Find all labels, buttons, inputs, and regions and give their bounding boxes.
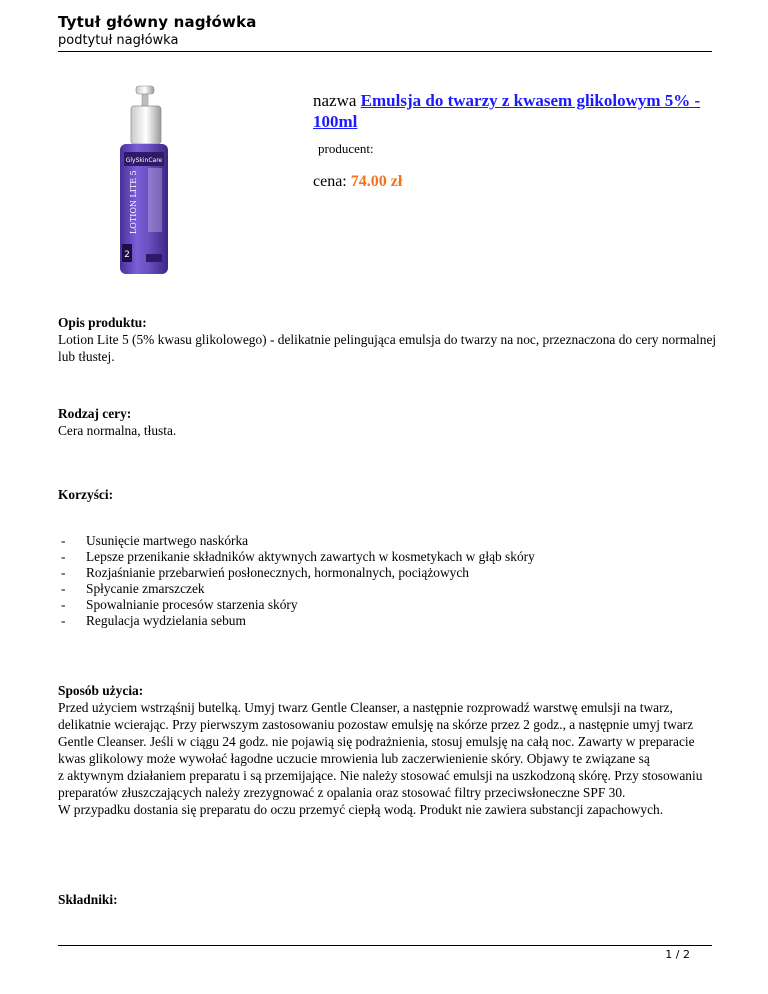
header-divider [58,51,712,52]
svg-text:2: 2 [124,250,130,260]
list-item: - Lepsze przenikanie składników aktywnych zawartych w kosmetykach w głąb skóry [58,549,535,565]
price-label: cena: [313,173,347,190]
description-text: Lotion Lite 5 (5% kwasu glikolowego) - delikatnie pelingująca emulsja do twarzy na noc, przeznaczona do cery normalnej lub tłustej. [58,332,717,364]
svg-text:LOTION LITE 5: LOTION LITE 5 [129,170,138,234]
price-line [313,173,402,191]
usage-paragraph: W przypadku dostania się preparatu do oczu przemyć ciepłą wodą. Produkt nie zawiera substancji zapachowych. [58,802,664,817]
product-name-block [313,90,713,132]
skin-type-section [58,405,718,439]
price-value: 74.00 zł [350,173,403,190]
ingredients-heading: Składniki: [58,892,118,907]
usage-section [58,682,718,818]
benefits-section [58,486,718,503]
page-number: 1 / 2 [665,948,690,961]
header-title: Tytuł główny nagłówka [58,13,257,31]
header-subtitle: podtytuł nagłówka [58,33,179,48]
benefits-list [58,533,535,629]
svg-text:GlySkinCare: GlySkinCare [125,157,163,164]
skin-type-text: Cera normalna, tłusta. [58,423,177,438]
usage-paragraph: z aktywnym działaniem preparatu i są przemijające. Nie należy stosować emulsji na uszkodzoną skórę. Przy stosowaniu preparatów złuszczających należy zrezygnować z opalania oraz stosować filtry przeciwsłoneczne SPF 30. [58,768,703,800]
skin-type-heading: Rodzaj cery: [58,406,132,421]
ingredients-section [58,891,718,908]
product-name-link[interactable]: Emulsja do twarzy z kwasem glikolowym 5% - 100ml [313,91,701,131]
list-item: - Spłycanie zmarszczek [58,581,535,597]
description-section [58,314,718,365]
benefits-heading: Korzyści: [58,487,114,502]
footer-divider [58,945,712,946]
list-item: - Spowalnianie procesów starzenia skóry [58,597,535,613]
list-item: - Regulacja wydzielania sebum [58,613,535,629]
usage-paragraph: Przed użyciem wstrząśnij butelką. Umyj twarz Gentle Cleanser, a następnie rozprowadź warstwę emulsji na twarz, delikatnie wcierając. Przy pierwszym zastosowaniu pozostaw emulsję na skórze przez 2 godz., a następnie umyj twarz Gentle Cleanser. Jeśli w ciągu 24 godz. nie pojawią się podrażnienia, stosuj emulsję na całą noc. Zawarty w preparacie kwas glikolowy może wywołać łagodne uczucie mrowienia lub zaczerwienienie skóry. Objawy te związane są [58,700,695,766]
product-name-prefix: nazwa [313,91,357,110]
list-item: - Rozjaśnianie przebarwień posłonecznych, hormonalnych, pociążowych [58,565,535,581]
list-item: - Usunięcie martwego naskórka [58,533,535,549]
description-heading: Opis produktu: [58,315,147,330]
producer-label: producent: [318,141,374,156]
product-image [58,84,236,280]
usage-heading: Sposób użycia: [58,683,144,698]
